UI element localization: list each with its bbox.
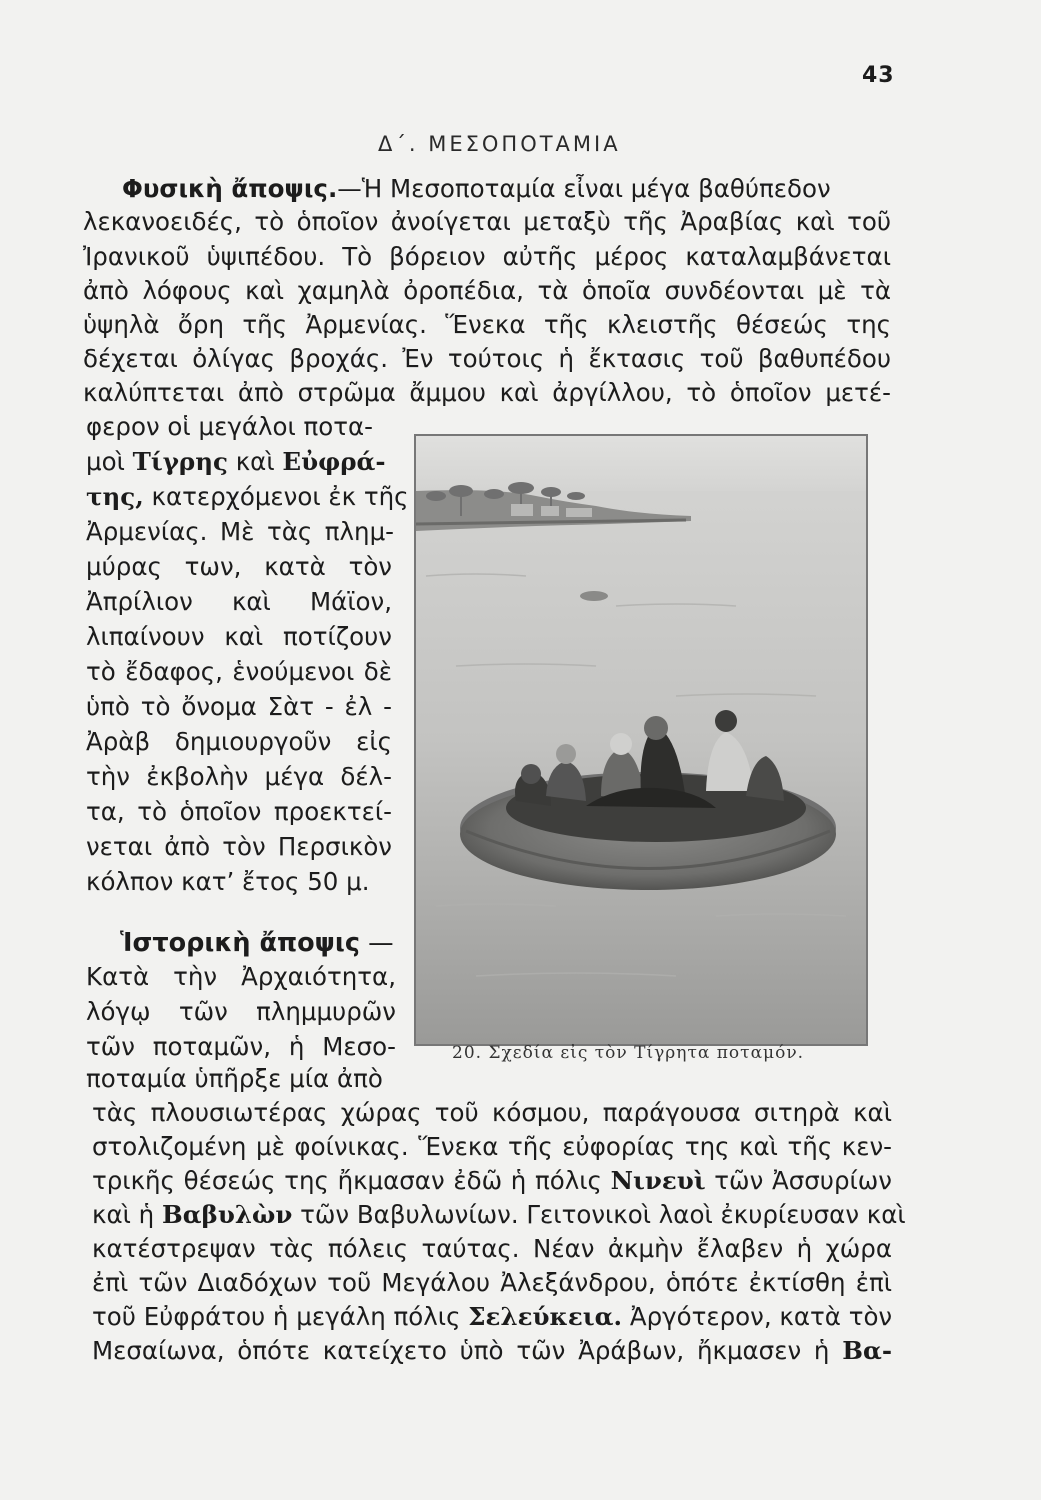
text-line: ὑπὸ τὸ ὄνομα Σὰτ - ἐλ - (86, 692, 392, 721)
text-line: ὑψηλὰ ὄρη τῆς Ἀρμενίας. Ἕνεκα τῆς κλειστῆς θέσεώς της (83, 310, 891, 339)
text-line: μύρας των, κατὰ τὸν (86, 552, 392, 581)
euphrates-name-end: της, (86, 482, 144, 511)
sky (416, 436, 866, 491)
text-span: — (368, 928, 394, 958)
babylon-name: Βαβυλὼν (161, 1200, 293, 1229)
text-line: Ἰρανικοῦ ὑψιπέδου. Τὸ βόρειον αὐτῆς μέρος καταλαμβάνεται (83, 242, 891, 271)
tigris-name: Τίγρης (132, 447, 228, 476)
text-line: ἀπὸ λόφους καὶ χαμηλὰ ὀροπέδια, τὰ ὁποῖα συνδέονται μὲ τὰ (83, 276, 891, 305)
text-span: τῶν Βαβυλωνίων. Γειτονικοὶ λαοὶ ἐκυρίευσαν καὶ (292, 1200, 906, 1229)
text-line (86, 480, 409, 514)
text-span: τοῦ Εὐφράτου ἡ μεγάλη πόλις (92, 1302, 469, 1331)
text-line: στολιζομένη μὲ φοίνικας. Ἕνεκα τῆς εὐφορίας της καὶ τῆς κεν- (92, 1132, 892, 1161)
page-number: 43 (862, 63, 895, 88)
text-line (122, 172, 892, 206)
text-line (86, 445, 396, 479)
text-line: Ἀρμενίας. Μὲ τὰς πλημ- (86, 517, 394, 546)
distant-boat (580, 591, 608, 601)
figure-photo (414, 434, 868, 1046)
euphrates-name: Εὐφρά- (282, 447, 386, 476)
text-span-bold: Βα- (842, 1336, 892, 1365)
text-span: κατερχόμενοι ἐκ τῆς (143, 482, 409, 511)
text-span: —Ἡ Μεσοποταμία εἶναι μέγα βαθύπεδον (337, 174, 831, 203)
text-line: κόλπον κατ’ ἔτος 50 μ. (86, 867, 370, 896)
text-line: Ἀπρίλιον καὶ Μάϊον, (86, 587, 392, 616)
text-line: τὸ ἔδαφος, ἑνούμενοι δὲ (86, 657, 392, 686)
text-line (120, 926, 400, 960)
text-line: λόγῳ τῶν πλημμυρῶν (86, 997, 396, 1026)
text-line: Ἀρὰβ δημιουργοῦν εἰς (86, 727, 392, 756)
text-span: καὶ ἡ (92, 1200, 162, 1229)
text-span: Μεσαίωνα, ὁπότε κατείχετο ὑπὸ τῶν Ἀράβων, ἤκμασεν ἡ (92, 1336, 843, 1365)
text-line: τα, τὸ ὁποῖον προεκτεί- (86, 797, 392, 826)
text-line: δέχεται ὀλίγας βροχάς. Ἐν τούτοις ἡ ἔκτασις τοῦ βαθυπέδου (83, 344, 891, 373)
text-line: λεκανοειδές, τὸ ὁποῖον ἀνοίγεται μεταξὺ τῆς Ἀραβίας καὶ τοῦ (83, 207, 891, 236)
section-heading: Δ΄. ΜΕΣΟΠΟΤΑΜΙΑ (378, 132, 621, 156)
physical-title: Φυσικὴ ἄποψις. (122, 174, 338, 203)
text-line (92, 1334, 892, 1368)
text-span: μοὶ (86, 447, 133, 476)
text-line (92, 1300, 892, 1334)
figure-caption: 20. Σχεδία εἰς τὸν Τίγρητα ποταμόν. (452, 1043, 805, 1063)
text-line: νεται ἀπὸ τὸν Περσικὸν (86, 832, 392, 861)
text-line: τὰς πλουσιωτέρας χώρας τοῦ κόσμου, παράγουσα σιτηρὰ καὶ (92, 1098, 892, 1127)
river-boat-illustration (416, 436, 866, 1044)
text-span: καὶ (227, 447, 283, 476)
text-line: τὴν ἐκβολὴν μέγα δέλ- (86, 762, 392, 791)
nineveh-name: Νινευὶ (610, 1166, 706, 1195)
text-line: τῶν ποταμῶν, ἡ Μεσο- (86, 1032, 396, 1061)
text-line: λιπαίνουν καὶ ποτίζουν (86, 622, 392, 651)
text-line: Κατὰ τὴν Ἀρχαιότητα, (86, 962, 396, 991)
historical-title: Ἱστορικὴ ἄποψις (120, 928, 360, 958)
text-span: τῶν Ἀσσυρίων (705, 1166, 892, 1195)
text-span: Ἀργότερον, κατὰ τὸν (622, 1302, 893, 1331)
text-line (92, 1164, 892, 1198)
text-line: φερον οἱ μεγάλοι ποτα- (86, 412, 374, 441)
text-line: ἐπὶ τῶν Διαδόχων τοῦ Μεγάλου Ἀλεξάνδρου, ὁπότε ἐκτίσθη ἐπὶ (92, 1268, 892, 1297)
text-line: κατέστρεψαν τὰς πόλεις ταύτας. Νέαν ἀκμὴν ἔλαβεν ἡ χώρα (92, 1234, 892, 1263)
seleucia-name: Σελεύκεια. (468, 1302, 623, 1331)
text-span: τρικῆς θέσεώς της ἤκμασαν ἐδῶ ἡ πόλις (92, 1166, 611, 1195)
text-line (92, 1198, 906, 1232)
text-line: καλύπτεται ἀπὸ στρῶμα ἄμμου καὶ ἀργίλλου, τὸ ὁποῖον μετέ- (83, 378, 891, 407)
text-line: ποταμία ὑπῆρξε μία ἀπὸ (86, 1064, 383, 1093)
